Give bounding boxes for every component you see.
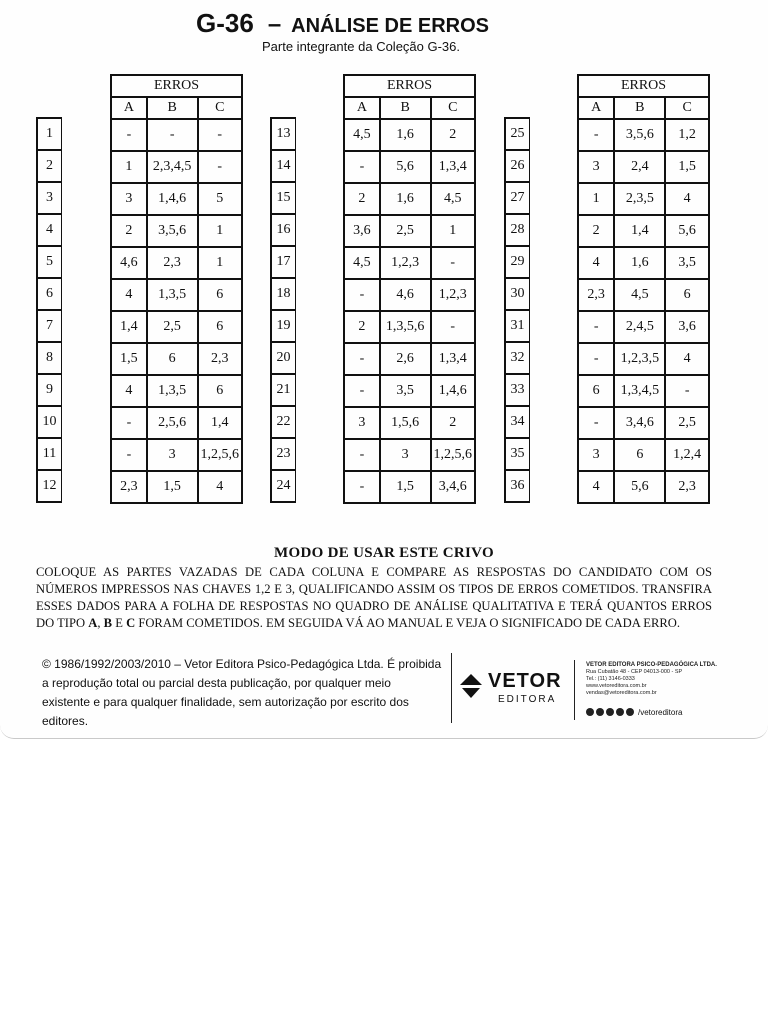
contact-address: Rua Cubatão 48 - CEP 04013-000 - SP bbox=[586, 669, 683, 675]
table-row bbox=[578, 151, 709, 183]
error-cell-c: 1,2,5,6 bbox=[198, 439, 243, 471]
item-number: 9 bbox=[37, 374, 62, 406]
item-number: 4 bbox=[37, 214, 62, 246]
error-cell-b: 2,4,5 bbox=[614, 311, 665, 343]
error-cell-b: 1,2,3 bbox=[380, 247, 431, 279]
error-cell-b: 3 bbox=[147, 439, 198, 471]
error-cell-a: 2 bbox=[344, 311, 380, 343]
error-cell-c: 1,5 bbox=[665, 151, 709, 183]
error-cell-a: - bbox=[111, 407, 147, 439]
error-cell-c: 1,2,3 bbox=[431, 279, 476, 311]
social-handle: /vetoreditora bbox=[638, 707, 683, 717]
item-number: 22 bbox=[271, 406, 296, 438]
item-number: 7 bbox=[37, 310, 62, 342]
error-cell-b: 2,5 bbox=[380, 215, 431, 247]
error-cell-a: - bbox=[344, 343, 380, 375]
error-cell-b: 5,6 bbox=[614, 471, 665, 503]
item-number: 13 bbox=[271, 118, 296, 150]
error-cell-b: 1,5,6 bbox=[380, 407, 431, 439]
table-row bbox=[578, 439, 709, 471]
error-cell-b: 3,5,6 bbox=[147, 215, 198, 247]
item-number: 10 bbox=[37, 406, 62, 438]
table-row bbox=[578, 279, 709, 311]
error-cell-a: 2,3 bbox=[111, 471, 147, 503]
error-cell-c: 4,5 bbox=[431, 183, 476, 215]
errors-grid bbox=[110, 74, 243, 504]
table-row bbox=[578, 119, 709, 151]
error-cell-c: 2,5 bbox=[665, 407, 709, 439]
error-cell-a: 4 bbox=[578, 471, 614, 503]
error-cell-a: 3,6 bbox=[344, 215, 380, 247]
error-cell-a: 3 bbox=[111, 183, 147, 215]
errors-grid bbox=[343, 74, 476, 504]
error-cell-c: 1,2 bbox=[665, 119, 709, 151]
error-cell-b: 2,5,6 bbox=[147, 407, 198, 439]
table-row bbox=[111, 215, 242, 247]
error-cell-c: 1 bbox=[198, 247, 243, 279]
social-links bbox=[586, 703, 682, 715]
item-number: 11 bbox=[37, 438, 62, 470]
table-row bbox=[578, 471, 709, 503]
error-cell-b: 1,3,5,6 bbox=[380, 311, 431, 343]
error-cell-a: - bbox=[344, 279, 380, 311]
instructions-sep-1: , bbox=[97, 616, 104, 630]
contact-web: www.vetoreditora.com.br bbox=[586, 683, 647, 689]
table-row bbox=[344, 151, 475, 183]
item-number: 14 bbox=[271, 150, 296, 182]
table-row bbox=[111, 471, 242, 503]
error-cell-a: 1,5 bbox=[111, 343, 147, 375]
item-number: 2 bbox=[37, 150, 62, 182]
table-row bbox=[344, 119, 475, 151]
table-row bbox=[344, 375, 475, 407]
error-cell-a: - bbox=[344, 471, 380, 503]
item-number: 36 bbox=[505, 470, 530, 502]
item-number: 30 bbox=[505, 278, 530, 310]
error-cell-c: - bbox=[431, 247, 476, 279]
error-cell-c: 4 bbox=[198, 471, 243, 503]
table-row bbox=[111, 343, 242, 375]
table-row bbox=[111, 311, 242, 343]
error-cell-c: 5,6 bbox=[665, 215, 709, 247]
contact-email: vendas@vetoreditora.com.br bbox=[586, 690, 657, 696]
table-row bbox=[344, 215, 475, 247]
vetor-logo bbox=[458, 670, 588, 710]
error-type-header-b: B bbox=[147, 97, 198, 119]
table-row bbox=[344, 407, 475, 439]
table-row bbox=[578, 215, 709, 247]
item-number-column bbox=[504, 117, 530, 503]
publisher-contact bbox=[586, 662, 761, 697]
table-row bbox=[344, 311, 475, 343]
item-number: 17 bbox=[271, 246, 296, 278]
errors-header: ERROS bbox=[578, 75, 709, 97]
error-cell-b: 5,6 bbox=[380, 151, 431, 183]
table-row bbox=[111, 279, 242, 311]
footer-divider bbox=[451, 653, 452, 723]
error-cell-b: 2,3,4,5 bbox=[147, 151, 198, 183]
error-cell-b: - bbox=[147, 119, 198, 151]
item-number: 27 bbox=[505, 182, 530, 214]
contact-name: VETOR EDITORA PSICO-PEDAGÓGICA LTDA. bbox=[586, 662, 717, 668]
item-number: 24 bbox=[271, 470, 296, 502]
error-cell-a: 2 bbox=[578, 215, 614, 247]
error-cell-a: - bbox=[578, 119, 614, 151]
error-cell-c: - bbox=[198, 119, 243, 151]
error-cell-c: 6 bbox=[198, 279, 243, 311]
error-cell-c: 1,2,5,6 bbox=[431, 439, 476, 471]
error-cell-c: - bbox=[431, 311, 476, 343]
error-type-header-b: B bbox=[614, 97, 665, 119]
table-row bbox=[578, 343, 709, 375]
table-row bbox=[344, 343, 475, 375]
error-cell-c: 5 bbox=[198, 183, 243, 215]
error-cell-c: 4 bbox=[665, 343, 709, 375]
error-cell-c: 3,6 bbox=[665, 311, 709, 343]
error-cell-b: 1,5 bbox=[147, 471, 198, 503]
item-number: 32 bbox=[505, 342, 530, 374]
error-cell-a: 1 bbox=[578, 183, 614, 215]
item-number: 5 bbox=[37, 246, 62, 278]
error-type-header-a: A bbox=[578, 97, 614, 119]
item-number: 21 bbox=[271, 374, 296, 406]
errors-header: ERROS bbox=[111, 75, 242, 97]
subtitle: Parte integrante da Coleção G-36. bbox=[262, 39, 461, 54]
error-cell-b: 3 bbox=[380, 439, 431, 471]
brand-subtitle: EDITORA bbox=[498, 694, 557, 705]
error-cell-a: 6 bbox=[578, 375, 614, 407]
youtube-icon bbox=[606, 708, 614, 716]
error-cell-b: 1,2,3,5 bbox=[614, 343, 665, 375]
table-row bbox=[344, 183, 475, 215]
error-cell-a: - bbox=[344, 439, 380, 471]
error-cell-a: 3 bbox=[578, 439, 614, 471]
error-cell-b: 1,3,5 bbox=[147, 279, 198, 311]
footer-divider-2 bbox=[574, 660, 575, 720]
item-number: 1 bbox=[37, 118, 62, 150]
item-number: 35 bbox=[505, 438, 530, 470]
table-row bbox=[111, 183, 242, 215]
table-row bbox=[578, 311, 709, 343]
item-number: 19 bbox=[271, 310, 296, 342]
error-type-header-c: C bbox=[431, 97, 476, 119]
title-main: ANÁLISE DE ERROS bbox=[291, 15, 489, 37]
error-cell-c: 2,3 bbox=[198, 343, 243, 375]
item-number: 12 bbox=[37, 470, 62, 502]
error-cell-a: 4 bbox=[578, 247, 614, 279]
item-number-column bbox=[36, 117, 62, 503]
item-number-column bbox=[270, 117, 296, 503]
copyright-notice: © 1986/1992/2003/2010 – Vetor Editora Psico-Pedagógica Ltda. É proibida a reprodução total ou parcial desta publicação, por qualquer meio existente e para qualquer finalidade, sem autorização por escrito dos editores. bbox=[42, 657, 442, 728]
error-cell-c: 1,3,4 bbox=[431, 151, 476, 183]
instructions-text bbox=[36, 564, 712, 632]
error-cell-b: 3,4,6 bbox=[614, 407, 665, 439]
table-row bbox=[111, 375, 242, 407]
error-cell-c: 1,4,6 bbox=[431, 375, 476, 407]
error-cell-a: - bbox=[111, 119, 147, 151]
table-row bbox=[111, 439, 242, 471]
error-cell-a: - bbox=[578, 311, 614, 343]
table-row bbox=[111, 119, 242, 151]
error-cell-c: 1 bbox=[198, 215, 243, 247]
table-row bbox=[344, 247, 475, 279]
error-cell-c: 6 bbox=[198, 311, 243, 343]
errors-header: ERROS bbox=[344, 75, 475, 97]
error-cell-a: 4 bbox=[111, 375, 147, 407]
error-cell-b: 3,5,6 bbox=[614, 119, 665, 151]
instructions-part-1: COLOQUE AS PARTES VAZADAS DE CADA COLUNA E COMPARE AS RESPOSTAS DO CANDIDATO COM OS NÚMEROS IMPRESSOS NAS CHAVES 1,2 E 3, QUALIFICANDO ASSIM OS TIPOS DE ERROS COMETIDOS. TRANSFIRA ESSES DADOS PARA A FOLHA DE RESPOSTAS NO QUADRO DE ANÁLISE QUALITATIVA E TERÁ QUANTOS ERROS DO TIPO bbox=[36, 565, 712, 630]
item-number: 25 bbox=[505, 118, 530, 150]
error-cell-c: 2 bbox=[431, 407, 476, 439]
table-row bbox=[578, 375, 709, 407]
error-cell-b: 4,5 bbox=[614, 279, 665, 311]
error-type-header-c: C bbox=[198, 97, 243, 119]
error-type-c: C bbox=[126, 616, 136, 630]
item-number: 28 bbox=[505, 214, 530, 246]
title-dash: – bbox=[267, 11, 282, 38]
error-cell-c: 3,5 bbox=[665, 247, 709, 279]
error-cell-c: 1,4 bbox=[198, 407, 243, 439]
error-type-header-c: C bbox=[665, 97, 709, 119]
error-cell-a: - bbox=[578, 343, 614, 375]
error-cell-b: 6 bbox=[614, 439, 665, 471]
error-cell-b: 1,6 bbox=[380, 183, 431, 215]
error-cell-b: 2,6 bbox=[380, 343, 431, 375]
instagram-icon bbox=[626, 708, 634, 716]
error-cell-a: 2,3 bbox=[578, 279, 614, 311]
error-cell-c: 4 bbox=[665, 183, 709, 215]
item-number: 16 bbox=[271, 214, 296, 246]
error-cell-a: 1 bbox=[111, 151, 147, 183]
vetor-logo-icon bbox=[458, 672, 484, 700]
error-type-header-a: A bbox=[111, 97, 147, 119]
table-row bbox=[578, 183, 709, 215]
table-row bbox=[111, 247, 242, 279]
item-number: 15 bbox=[271, 182, 296, 214]
error-cell-b: 1,3,5 bbox=[147, 375, 198, 407]
error-cell-c: 6 bbox=[198, 375, 243, 407]
error-cell-a: - bbox=[111, 439, 147, 471]
error-cell-b: 2,3,5 bbox=[614, 183, 665, 215]
error-cell-b: 1,5 bbox=[380, 471, 431, 503]
facebook-icon bbox=[586, 708, 594, 716]
error-cell-b: 1,4,6 bbox=[147, 183, 198, 215]
item-number: 29 bbox=[505, 246, 530, 278]
error-type-header-b: B bbox=[380, 97, 431, 119]
linkedin-icon bbox=[616, 708, 624, 716]
error-cell-b: 4,6 bbox=[380, 279, 431, 311]
error-cell-c: 2 bbox=[431, 119, 476, 151]
error-cell-b: 2,3 bbox=[147, 247, 198, 279]
instructions-sep-2: E bbox=[112, 616, 127, 630]
error-cell-a: 3 bbox=[578, 151, 614, 183]
error-cell-c: 1 bbox=[431, 215, 476, 247]
error-cell-b: 2,4 bbox=[614, 151, 665, 183]
error-cell-a: 4,5 bbox=[344, 247, 380, 279]
error-cell-a: 4,6 bbox=[111, 247, 147, 279]
error-cell-c: 1,2,4 bbox=[665, 439, 709, 471]
table-row bbox=[344, 279, 475, 311]
error-cell-a: - bbox=[344, 375, 380, 407]
error-cell-a: - bbox=[578, 407, 614, 439]
twitter-icon bbox=[596, 708, 604, 716]
contact-phone: Tel.: (11) 3146-0333 bbox=[586, 676, 635, 682]
item-number: 18 bbox=[271, 278, 296, 310]
error-cell-a: 3 bbox=[344, 407, 380, 439]
error-type-a: A bbox=[88, 616, 98, 630]
table-row bbox=[111, 151, 242, 183]
error-cell-c: 6 bbox=[665, 279, 709, 311]
errors-grid bbox=[577, 74, 710, 504]
table-row bbox=[578, 407, 709, 439]
error-cell-a: - bbox=[344, 151, 380, 183]
item-number: 6 bbox=[37, 278, 62, 310]
error-cell-c: 3,4,6 bbox=[431, 471, 476, 503]
item-number: 34 bbox=[505, 406, 530, 438]
item-number: 31 bbox=[505, 310, 530, 342]
error-cell-b: 1,6 bbox=[380, 119, 431, 151]
item-number: 33 bbox=[505, 374, 530, 406]
error-cell-b: 1,4 bbox=[614, 215, 665, 247]
table-row bbox=[344, 439, 475, 471]
error-cell-b: 1,3,4,5 bbox=[614, 375, 665, 407]
error-cell-b: 2,5 bbox=[147, 311, 198, 343]
error-cell-c: - bbox=[665, 375, 709, 407]
table-row bbox=[344, 471, 475, 503]
error-cell-c: 1,3,4 bbox=[431, 343, 476, 375]
instructions-part-2: FORAM COMETIDOS. EM SEGUIDA VÁ AO MANUAL E VEJA O SIGNIFICADO DE CADA ERRO. bbox=[135, 616, 681, 630]
error-cell-a: 4 bbox=[111, 279, 147, 311]
page-title bbox=[196, 8, 489, 39]
error-cell-a: 2 bbox=[344, 183, 380, 215]
error-cell-b: 3,5 bbox=[380, 375, 431, 407]
item-number: 8 bbox=[37, 342, 62, 374]
error-cell-a: 2 bbox=[111, 215, 147, 247]
item-number: 3 bbox=[37, 182, 62, 214]
item-number: 20 bbox=[271, 342, 296, 374]
table-row bbox=[111, 407, 242, 439]
item-number: 23 bbox=[271, 438, 296, 470]
error-cell-c: 2,3 bbox=[665, 471, 709, 503]
error-cell-c: - bbox=[198, 151, 243, 183]
error-cell-a: 4,5 bbox=[344, 119, 380, 151]
instructions-title: MODO DE USAR ESTE CRIVO bbox=[274, 545, 494, 561]
error-cell-a: 1,4 bbox=[111, 311, 147, 343]
item-number: 26 bbox=[505, 150, 530, 182]
error-type-b: B bbox=[103, 616, 113, 630]
error-cell-b: 6 bbox=[147, 343, 198, 375]
title-code: G-36 bbox=[196, 8, 254, 38]
error-type-header-a: A bbox=[344, 97, 380, 119]
error-cell-b: 1,6 bbox=[614, 247, 665, 279]
table-row bbox=[578, 247, 709, 279]
brand-name: VETOR bbox=[488, 670, 562, 692]
